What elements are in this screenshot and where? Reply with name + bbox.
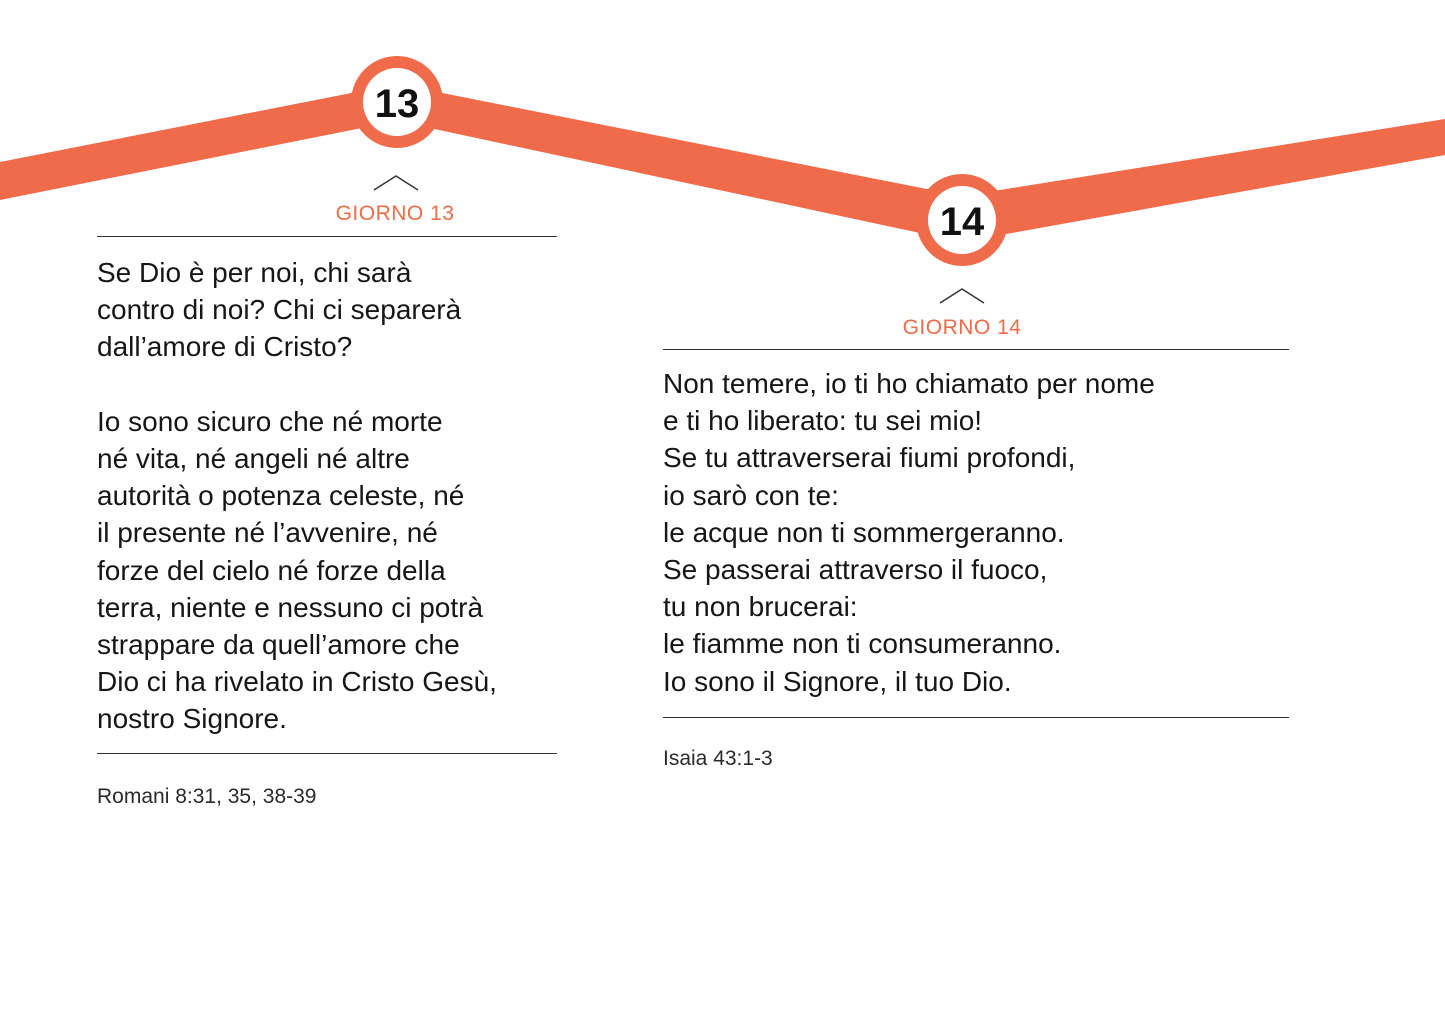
day-13-marker	[351, 56, 443, 148]
day-14-verse: Non temere, io ti ho chiamato per nome e ti ho liberato: tu sei mio! Se tu attraverserai fiumi profondi, io sarò con te: le acque non ti sommergeranno. Se passerai attraverso il fuoco, tu non brucerai: le fiamme non ti consumeranno. Io sono il Signore, il tuo Dio.	[663, 368, 1155, 697]
day-13-verse: Se Dio è per noi, chi sarà contro di noi? Chi ci separerà dall’amore di Cristo? Io sono sicuro che né morte né vita, né angeli né altre autorità o potenza celeste, né il presente né l’avvenire, né forze del cielo né forze della terra, niente e nessuno ci potrà strappare da quell’amore che Dio ci ha rivelato in Cristo Gesù, nostro Signore.	[97, 257, 497, 735]
day-13-top-rule	[97, 236, 557, 237]
day-13-number: 13	[374, 82, 420, 126]
day-13-label: GIORNO 13	[335, 202, 455, 225]
timeline-band	[0, 84, 1445, 242]
day-13-bottom-rule	[97, 753, 557, 754]
day-14-reference: Isaia 43:1-3	[663, 747, 773, 770]
day-14-label: GIORNO 14	[902, 316, 1022, 339]
day-14-marker	[916, 174, 1008, 266]
day-14-caret-icon	[939, 287, 985, 305]
day-13-reference: Romani 8:31, 35, 38-39	[97, 785, 317, 808]
day-13-caret-icon	[373, 174, 419, 192]
day-14-bottom-rule	[663, 717, 1289, 718]
day-14-number: 14	[939, 200, 985, 244]
day-14-top-rule	[663, 349, 1289, 350]
